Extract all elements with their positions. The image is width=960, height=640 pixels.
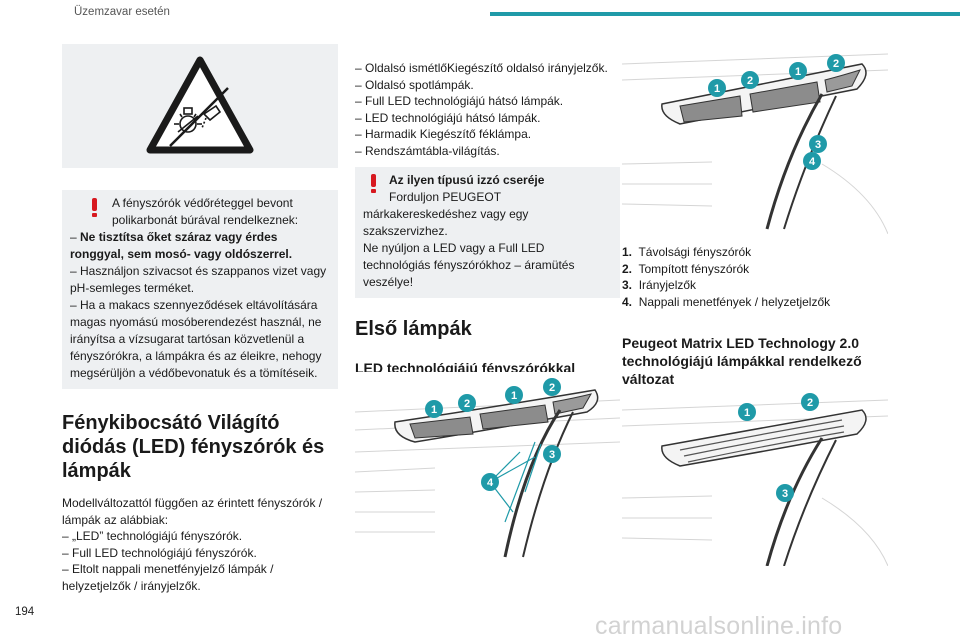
headlight-illustration-led — [355, 372, 620, 560]
note-text: márkakereskedéshez vagy egy szakszervizhez. — [363, 207, 529, 238]
note-line: – Ha a makacs szennyeződések eltávolítására magas nyomású mosóberendezést használ, ne irányítsa a vízsugarat tartósan közvetlenül a fényszórókra, a lámpákra és az éleikre, nehogy megsérüljön a védőbevonatuk és a tömítéseik. — [70, 298, 322, 380]
bold-text: Ne tisztítsa őket száraz vagy érdes ronggyal, sem mosó- vagy oldószerrel. — [70, 230, 293, 261]
list-item: – Full LED technológiájú fényszórók. — [62, 545, 257, 560]
column-2 — [355, 60, 620, 395]
list-item: – Eltolt nappali menetfényjelző lámpák / helyzetjelzők / irányjelzők. — [62, 562, 274, 593]
svg-text:1: 1 — [743, 407, 751, 419]
legend-item: 4. Nappali menetfények / helyzetjelzők — [622, 294, 831, 309]
led-list — [62, 528, 338, 594]
note-title: Az ilyen típusú izzó cseréje — [389, 173, 545, 187]
headlight-illustration-matrix — [622, 388, 888, 566]
list-item: – Full LED technológiájú hátsó lámpák. — [355, 94, 564, 108]
svg-text:2: 2 — [746, 75, 754, 87]
watermark: carmanualsonline.info — [595, 612, 843, 640]
svg-text:1: 1 — [430, 404, 438, 416]
svg-text:2: 2 — [463, 398, 471, 410]
headlight-legend — [622, 244, 888, 310]
svg-text:3: 3 — [548, 449, 556, 461]
exclamation-icon — [92, 198, 97, 211]
section-title: Üzemzavar esetén — [74, 6, 170, 18]
note-text: Forduljon PEUGEOT — [389, 190, 502, 204]
warning-note — [62, 190, 338, 389]
note-line: A fényszórók védőréteggel bevont — [112, 196, 293, 210]
section-heading: Fénykibocsátó Világító diódás (LED) fényszórók és lámpák — [62, 412, 325, 482]
list-item: – Rendszámtábla-világítás. — [355, 143, 500, 158]
led-list-continued — [355, 60, 620, 159]
note-line: polikarbonát búrával rendelkeznek: — [112, 213, 299, 227]
column-3-text — [622, 244, 888, 388]
subheading: Peugeot Matrix LED Technology 2.0 technológiájú lámpákkal rendelkező változat — [622, 335, 862, 387]
list-item: – Oldalsó ismétlőKiegészítő oldalsó irányjelzők. — [355, 61, 608, 75]
warning-sign-panel — [62, 44, 338, 168]
subheading: LED technológiájú fényszórókkal ellátott modell — [355, 360, 576, 394]
column-1 — [62, 44, 338, 594]
note-line: – Használjon szivacsot és szappanos vizet vagy pH-semleges terméket. — [70, 264, 327, 295]
list-item: – „LED” technológiájú fényszórók. — [62, 529, 243, 543]
svg-text:3: 3 — [814, 139, 822, 151]
svg-text:2: 2 — [806, 397, 814, 409]
svg-text:1: 1 — [510, 390, 518, 402]
legend-item: 1. Távolsági fényszórók — [622, 245, 752, 259]
legend-item: 3. Irányjelzők — [622, 278, 697, 292]
legend-item: 2. Tompított fényszórók — [622, 261, 750, 276]
list-item: – Harmadik Kiegészítő féklámpa. — [355, 127, 532, 141]
list-item: – Oldalsó spotlámpák. — [355, 77, 474, 92]
note-line-bold: – Ne tisztítsa őket száraz vagy érdes ronggyal, sem mosó- vagy oldószerrel. — [70, 230, 293, 261]
svg-text:3: 3 — [781, 488, 789, 500]
note-text: Ne nyúljon a LED vagy a Full LED technológiás fényszórókhoz – áramütés veszélye! — [363, 241, 575, 289]
svg-text:4: 4 — [808, 156, 816, 168]
headlight-illustration-full-led — [622, 44, 888, 234]
intro-text: Modellváltozattól függően az érintett fényszórók / lámpák az alábbiak: — [62, 496, 323, 527]
bulb-replacement-note — [355, 167, 620, 298]
page-number: 194 — [15, 606, 35, 618]
svg-text:1: 1 — [713, 83, 721, 95]
exclamation-icon — [371, 174, 376, 187]
svg-text:1: 1 — [794, 66, 802, 78]
header-accent-bar — [490, 12, 960, 16]
warning-triangle-icon — [144, 54, 256, 158]
svg-text:2: 2 — [832, 58, 840, 70]
svg-text:2: 2 — [548, 382, 556, 394]
section-heading: Első lámpák — [355, 318, 472, 340]
svg-text:4: 4 — [486, 477, 494, 489]
list-item: – LED technológiájú hátsó lámpák. — [355, 110, 541, 125]
